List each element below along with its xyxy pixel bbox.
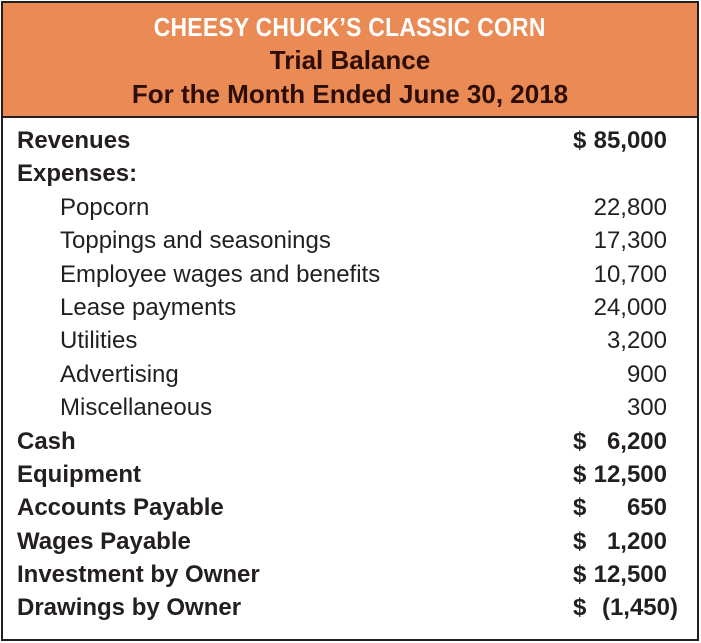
statement-title: Trial Balance [269,45,431,75]
currency-symbol: $ [573,594,587,622]
table-row [3,124,697,157]
currency-symbol: $ [573,561,587,589]
row-amount [573,224,667,257]
table-row [3,491,697,524]
table-row [3,458,697,491]
row-label: Toppings and seasonings [60,227,331,255]
row-label: Utilities [60,327,138,355]
amount-value: (1,450) [601,594,678,622]
amount-value: 17,300 [593,227,667,255]
table-row [3,591,697,624]
row-label: Equipment [17,460,141,488]
row-label: Wages Payable [17,527,191,555]
row-amount [573,258,667,291]
row-label: Miscellaneous [60,394,213,422]
currency-symbol: $ [573,494,587,522]
statement-body [3,118,697,639]
row-label: Drawings by Owner [17,594,242,622]
row-label: Revenues [17,127,131,154]
company-name: CHEESY CHUCK’S CLASSIC CORN [154,12,546,42]
row-label: Advertising [60,360,179,388]
row-label: Investment by Owner [17,561,260,589]
row-amount [573,291,667,324]
table-row [3,358,697,391]
row-amount [573,458,667,491]
table-row [3,224,697,257]
row-amount [573,591,678,624]
row-label: Lease payments [60,293,237,321]
row-amount [573,191,667,224]
row-amount [573,391,667,424]
table-row [3,324,697,357]
table-row [3,157,697,190]
amount-value: 24,000 [593,293,667,321]
table-row [3,291,697,324]
currency-symbol: $ [573,127,587,154]
amount-value: 1,200 [606,527,667,555]
currency-symbol: $ [573,527,587,555]
table-row [3,558,697,591]
amount-value: 3,200 [606,327,667,355]
row-amount [573,358,667,391]
amount-value: 650 [626,494,667,522]
amount-value: 6,200 [606,427,667,455]
table-row [3,391,697,424]
table-row [3,191,697,224]
row-amount [573,525,667,558]
statement-header [3,3,697,118]
amount-value: 300 [626,394,667,422]
currency-symbol: $ [573,460,587,488]
amount-value: 12,500 [593,460,667,488]
amount-value: 22,800 [593,193,667,221]
currency-symbol: $ [573,427,587,455]
row-label: Accounts Payable [17,494,224,522]
table-row [3,525,697,558]
row-label: Cash [17,427,76,455]
table-row [3,258,697,291]
row-amount [573,491,667,524]
row-amount [573,558,667,591]
row-amount [573,425,667,458]
statement-card [1,1,699,641]
amount-value: 900 [626,360,667,388]
amount-value: 85,000 [593,127,667,154]
row-label: Popcorn [60,193,150,221]
amount-value: 12,500 [593,561,667,589]
row-amount [573,124,667,157]
table-row [3,425,697,458]
row-amount [573,324,667,357]
row-label: Expenses: [17,160,138,188]
amount-value: 10,700 [593,260,667,288]
row-label: Employee wages and benefits [60,260,381,288]
statement-period: For the Month Ended June 30, 2018 [131,79,569,109]
